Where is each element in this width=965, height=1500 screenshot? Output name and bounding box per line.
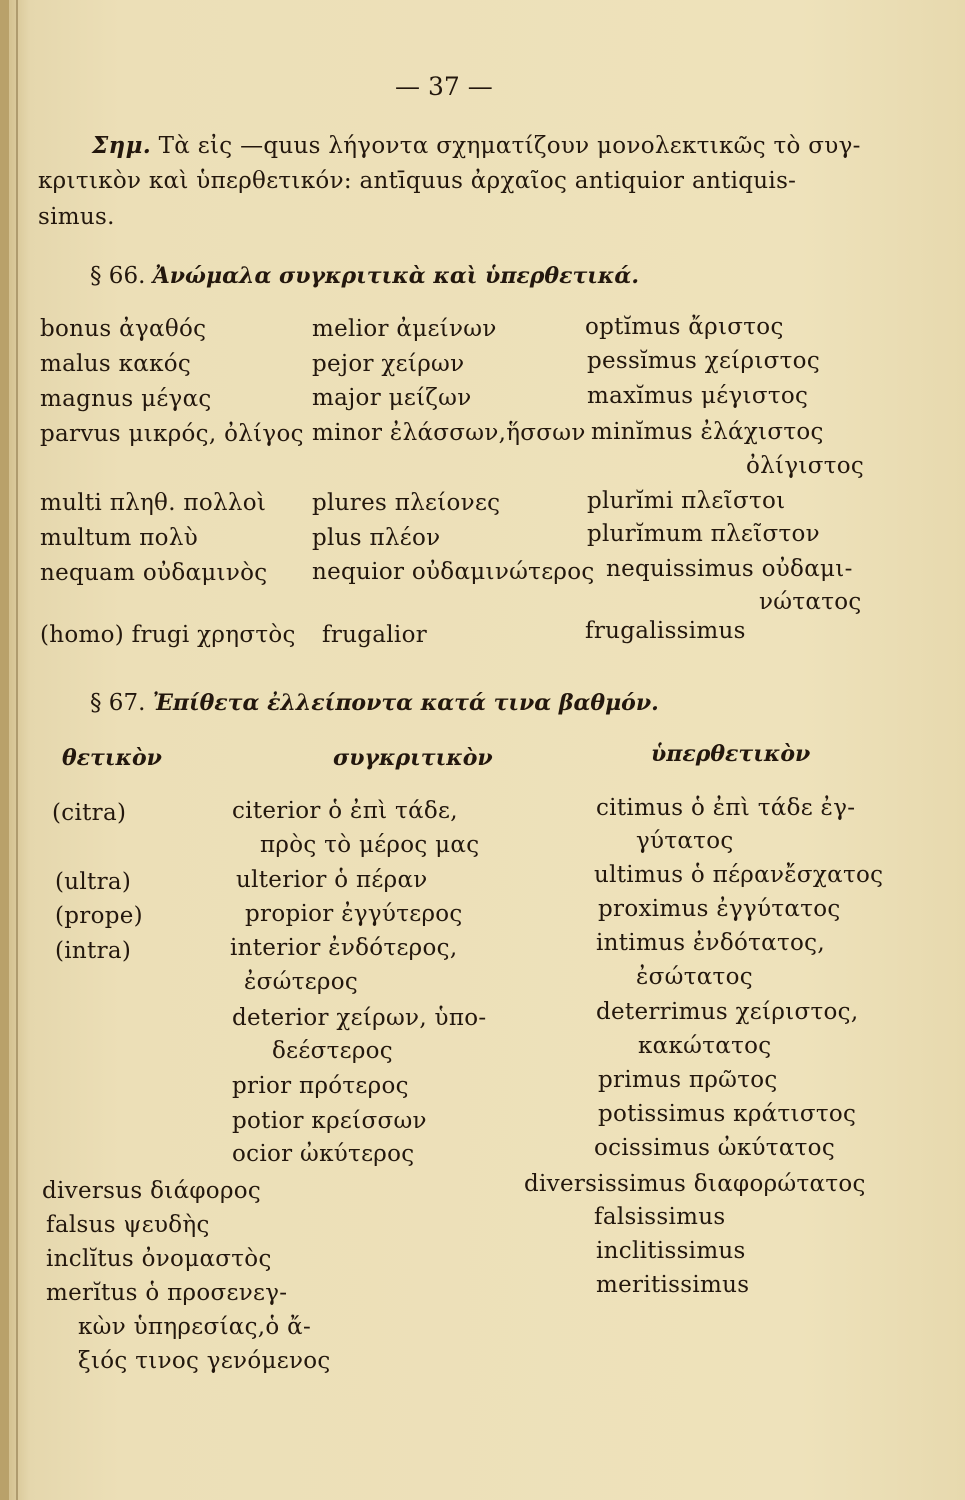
table-67-cell: prior πρότερος — [232, 1073, 409, 1099]
table-66-cell: malus κακός — [40, 351, 192, 377]
table-66-cell: frugalior — [322, 622, 428, 648]
table-66-cell: nequissimus οὐδαμι- — [606, 556, 853, 582]
table-67-cell: intimus ἐνδότατος, — [596, 930, 825, 956]
table-66-cell: multi πληθ. πολλοὶ — [40, 490, 267, 516]
table-67-cell: ocissimus ὠκύτατος — [594, 1135, 836, 1161]
table-66-cell: nequior οὐδαμινώτερος — [312, 559, 595, 585]
table-67-cell: ἐσώτατος — [636, 964, 753, 990]
table-66-cell: bonus ἀγαθός — [40, 316, 207, 342]
table-67-cell: κακώτατος — [638, 1033, 772, 1059]
table-66-cell: minĭmus ἐλάχιστος — [591, 419, 824, 445]
table-67-cell: ἐσώτερος — [244, 969, 359, 995]
table-66-cell: plures πλείονες — [312, 490, 501, 516]
table-66-cell: pessĭmus χείριστος — [587, 348, 820, 374]
table-67-cell: meritissimus — [596, 1272, 750, 1298]
table-67-cell: πρὸς τὸ μέρος μας — [260, 832, 480, 858]
table-66-cell: plus πλέον — [312, 525, 441, 551]
table-67-cell: potissimus κράτιστος — [598, 1101, 857, 1127]
table-67-cell: potior κρείσσων — [232, 1108, 427, 1134]
table-67-cell: citimus ὁ ἐπὶ τάδε ἐγ- — [596, 795, 856, 821]
table-67-cell: diversissimus διαφορώτατος — [524, 1171, 866, 1197]
page-number: — 37 — — [395, 72, 493, 101]
table-67-cell: diversus διάφορος — [42, 1178, 262, 1204]
note-line-3: simus. — [38, 204, 115, 230]
section-66-title: Ἀνώμαλα συγκριτικὰ καὶ ὑπερθετικά. — [152, 263, 640, 289]
table-66-cell: melior ἀμείνων — [312, 316, 497, 342]
table-66-cell: major μείζων — [312, 385, 472, 411]
note-line-1 — [92, 134, 861, 158]
note-label: Σημ. — [92, 132, 152, 159]
table-67-cell: ulterior ὁ πέραν — [236, 867, 428, 893]
table-67-cell: inclĭtus ὀνομαστὸς — [46, 1246, 272, 1272]
table-67-cell: falsissimus — [594, 1204, 726, 1230]
table-67-cell: inclitissimus — [596, 1238, 746, 1264]
page-binding-edge — [0, 0, 9, 1500]
column-header-superlative: ὑπερθετικὸν — [651, 741, 811, 767]
table-66-cell: plurĭmum πλεῖστον — [587, 521, 820, 547]
section-67-heading — [90, 690, 659, 716]
table-67-cell: ocior ὠκύτερος — [232, 1141, 415, 1167]
table-66-cell: (homo) frugi χρηστὸς — [40, 622, 296, 648]
table-67-cell: δεέστερος — [272, 1038, 393, 1064]
table-67-cell: (intra) — [55, 938, 132, 964]
table-67-cell: deterior χείρων, ὑπο- — [232, 1005, 487, 1031]
table-67-cell: propior ἐγγύτερος — [245, 901, 463, 927]
table-66-cell: maxĭmus μέγιστος — [587, 383, 809, 409]
table-67-cell: primus πρῶτος — [598, 1067, 778, 1093]
table-66-cell: multum πολὺ — [40, 525, 198, 551]
table-67-cell: (ultra) — [55, 869, 132, 895]
section-67-title: Ἐπίθετα ἐλλείποντα κατά τινα βαθμόν. — [152, 690, 659, 716]
table-67-cell: (citra) — [52, 800, 127, 826]
table-66-cell: magnus μέγας — [40, 386, 212, 412]
section-67-number: § 67. — [90, 690, 146, 716]
table-66-cell: frugalissimus — [585, 618, 746, 644]
section-66-number: § 66. — [90, 263, 146, 289]
table-67-cell: interior ἐνδότερος, — [230, 935, 458, 961]
table-66-cell: minor ἐλάσσων,ἥσσων — [312, 420, 586, 446]
table-66-cell: νώτατος — [759, 589, 862, 615]
table-67-cell: κὼν ὑπηρεσίας,ὁ ἄ- — [78, 1314, 312, 1340]
table-66-cell: pejor χείρων — [312, 351, 465, 377]
column-header-comparative: συγκριτικὸν — [333, 745, 493, 771]
table-67-cell: (prope) — [55, 903, 143, 929]
table-66-cell: optĭmus ἄριστος — [585, 314, 784, 340]
table-66-cell: parvus μικρός, ὀλίγος — [40, 421, 304, 447]
note-line-2: κριτικὸν καὶ ὑπερθετικόν: antīquus ἀρχαῖος antiquior antiquis- — [38, 168, 797, 194]
table-66-cell: plurĭmi πλεῖστοι — [587, 488, 786, 514]
table-67-cell: ultimus ὁ πέρανἔσχατος — [594, 862, 884, 888]
table-67-cell: proximus ἐγγύτατος — [598, 896, 841, 922]
page-gutter-line — [16, 0, 18, 1500]
table-67-cell: falsus ψευδὴς — [46, 1212, 210, 1238]
table-67-cell: deterrimus χείριστος, — [596, 999, 859, 1025]
table-66-cell: ὀλίγιστος — [746, 453, 865, 479]
section-66-heading — [90, 263, 639, 289]
column-header-positive: θετικὸν — [62, 745, 162, 771]
table-67-cell: γύτατος — [636, 828, 734, 854]
table-66-cell: nequam οὐδαμινὸς — [40, 560, 268, 586]
table-67-cell: merĭtus ὁ προσενεγ- — [46, 1280, 288, 1306]
table-67-cell: citerior ὁ ἐπὶ τάδε, — [232, 798, 458, 824]
note-line-1-text: Τὰ εἰς —quus λήγοντα σχηματίζουν μονολεκτικῶς τὸ συγ- — [158, 133, 861, 159]
table-67-cell: ξιός τινος γενόμενος — [78, 1348, 331, 1374]
